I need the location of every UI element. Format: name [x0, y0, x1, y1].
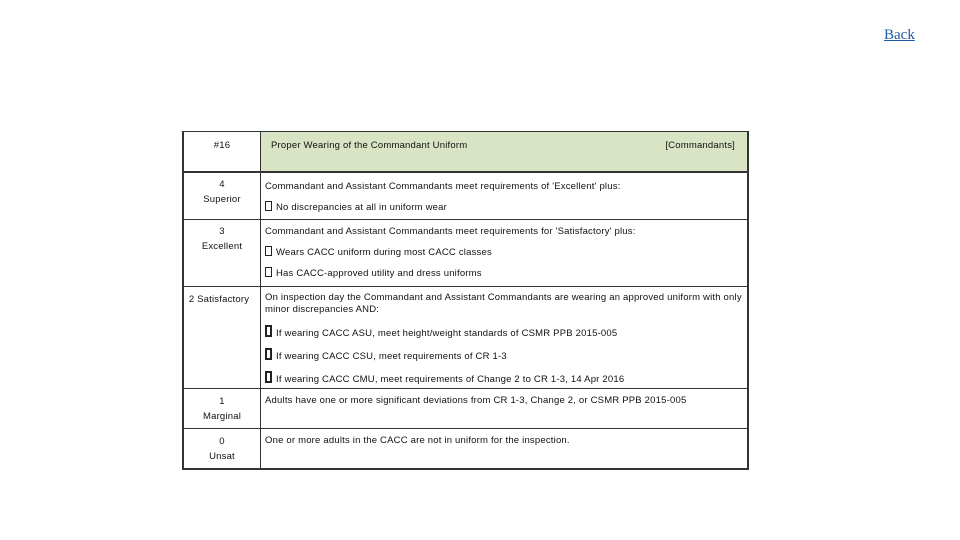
score-cell [183, 172, 261, 220]
table-row-score-0 [183, 429, 748, 470]
description-text: One or more adults in the CACC are not in uniform for the inspection. [265, 435, 570, 446]
criterion-title-cell [261, 132, 749, 173]
bullet-item: No discrepancies at all in uniform wear [265, 201, 743, 214]
criterion-number-cell [183, 132, 261, 173]
criterion-audience: [Commandants] [665, 140, 735, 151]
score-level: Superior [203, 193, 241, 205]
score-level: Marginal [202, 410, 242, 422]
score-value: 0 [219, 436, 225, 447]
checkbox-icon [265, 267, 272, 277]
rubric-header-row [183, 132, 748, 173]
checkbox-icon [265, 246, 272, 256]
table-row-score-2 [183, 287, 748, 389]
description-cell [261, 287, 749, 389]
bullet-item: If wearing CACC CSU, meet requirements of CR 1-3 [265, 348, 743, 363]
description-text: On inspection day the Commandant and Assistant Commandants are wearing an approved uniform with only minor discrepancies AND: [265, 292, 742, 315]
score-value: 4 [219, 179, 225, 190]
checkbox-icon [265, 371, 272, 383]
description-cell [261, 172, 749, 220]
checkbox-icon [265, 201, 272, 211]
score-level: Unsat [209, 450, 235, 462]
description-cell [261, 429, 749, 470]
bullet-item: Has CACC-approved utility and dress uniforms [265, 267, 743, 280]
score-level: Excellent [201, 240, 243, 252]
bullet-item: If wearing CACC ASU, meet height/weight standards of CSMR PPB 2015-005 [265, 325, 743, 340]
checkbox-icon [265, 325, 272, 337]
score-cell [183, 287, 261, 389]
table-row-score-3 [183, 220, 748, 287]
description-cell [261, 389, 749, 429]
table-row-score-1 [183, 389, 748, 429]
bullet-item: If wearing CACC CMU, meet requirements of Change 2 to CR 1-3, 14 Apr 2016 [265, 371, 743, 386]
score-cell [183, 220, 261, 287]
description-cell [261, 220, 749, 287]
score-cell [183, 389, 261, 429]
bullet-item: Wears CACC uniform during most CACC classes [265, 246, 743, 259]
score-value: 3 [219, 226, 225, 237]
description-text: Commandant and Assistant Commandants meet requirements of 'Excellent' plus: [265, 181, 621, 192]
rubric-table [182, 131, 749, 470]
description-text: Adults have one or more significant deviations from CR 1-3, Change 2, or CSMR PPB 2015-005 [265, 395, 687, 406]
checkbox-icon [265, 348, 272, 360]
criterion-title: Proper Wearing of the Commandant Uniform [271, 140, 468, 151]
table-row-score-4 [183, 172, 748, 220]
description-text: Commandant and Assistant Commandants meet requirements for 'Satisfactory' plus: [265, 226, 636, 237]
back-link[interactable]: Back [884, 27, 915, 43]
score-cell [183, 429, 261, 470]
score-value: 1 [219, 396, 225, 407]
score-value: 2 Satisfactory [188, 294, 250, 305]
criterion-number: #16 [213, 140, 231, 151]
